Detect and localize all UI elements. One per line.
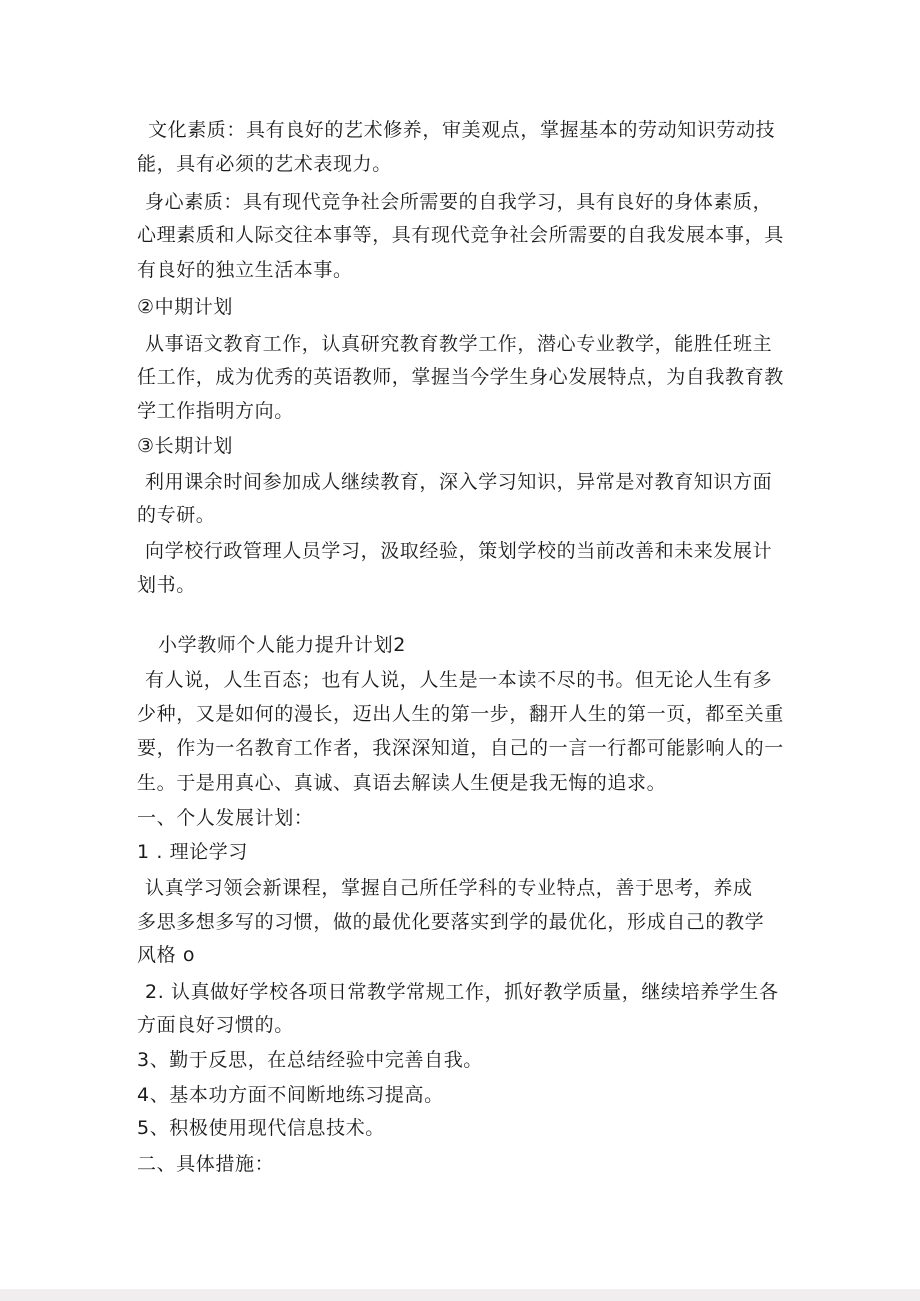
text-line: 能，具有必须的艺术表现力。 [137, 153, 392, 175]
section-heading: ③长期计划 [137, 435, 234, 457]
text-line: 2. 认真做好学校各项日常教学常规工作，抓好教学质量，继续培养学生各 [145, 981, 779, 1003]
page-bottom-band [0, 1289, 920, 1301]
text-line: 学工作指明方向。 [137, 400, 294, 422]
text-line: 生。于是用真心、真诚、真语去解读人生便是我无悔的追求。 [137, 772, 667, 794]
list-item: 3、勤于反思，在总结经验中完善自我。 [137, 1049, 483, 1071]
document-title: 小学教师个人能力提升计划2 [158, 634, 406, 656]
section-heading: 二、具体措施： [137, 1153, 275, 1175]
text-line: 文化素质：具有良好的艺术修养，审美观点，掌握基本的劳动知识劳动技 [148, 119, 776, 141]
section-heading: 一、个人发展计划： [137, 807, 314, 829]
text-line: 有良好的独立生活本事。 [137, 259, 353, 281]
text-line: 方面良好习惯的。 [137, 1014, 294, 1036]
list-item: 4、基本功方面不间断地练习提高。 [137, 1084, 444, 1106]
text-line: 有人说，人生百态；也有人说，人生是一本读不尽的书。但无论人生有多 [145, 669, 773, 691]
text-line: 划书。 [137, 574, 196, 596]
text-line: 的专研。 [137, 504, 216, 526]
subsection-heading: 1 . 理论学习 [137, 841, 249, 863]
text-line: 利用课余时间参加成人继续教育，深入学习知识，异常是对教育知识方面 [145, 471, 773, 493]
text-line: 风格 o [137, 944, 196, 966]
section-heading: ②中期计划 [137, 296, 234, 318]
text-line: 心理素质和人际交往本事等，具有现代竞争社会所需要的自我发展本事，具 [137, 224, 784, 246]
text-line: 身心素质：具有现代竞争社会所需要的自我学习，具有良好的身体素质， [145, 191, 773, 213]
text-line: 多思多想多写的习惯，做的最优化要落实到学的最优化，形成自己的教学 [137, 911, 765, 933]
text-line: 认真学习领会新课程，掌握自己所任学科的专业特点，善于思考，养成 [145, 877, 753, 899]
text-line: 向学校行政管理人员学习，汲取经验，策划学校的当前改善和未来发展计 [145, 540, 773, 562]
text-line: 从事语文教育工作，认真研究教育教学工作，潜心专业教学，能胜任班主 [145, 333, 773, 355]
text-line: 任工作，成为优秀的英语教师，掌握当今学生身心发展特点，为自我教育教 [137, 366, 784, 388]
text-line: 要，作为一名教育工作者，我深深知道，自己的一言一行都可能影响人的一 [137, 737, 784, 759]
list-item: 5、积极使用现代信息技术。 [137, 1117, 385, 1139]
text-line: 少种，又是如何的漫长，迈出人生的第一步，翻开人生的第一页，都至关重 [137, 703, 784, 725]
